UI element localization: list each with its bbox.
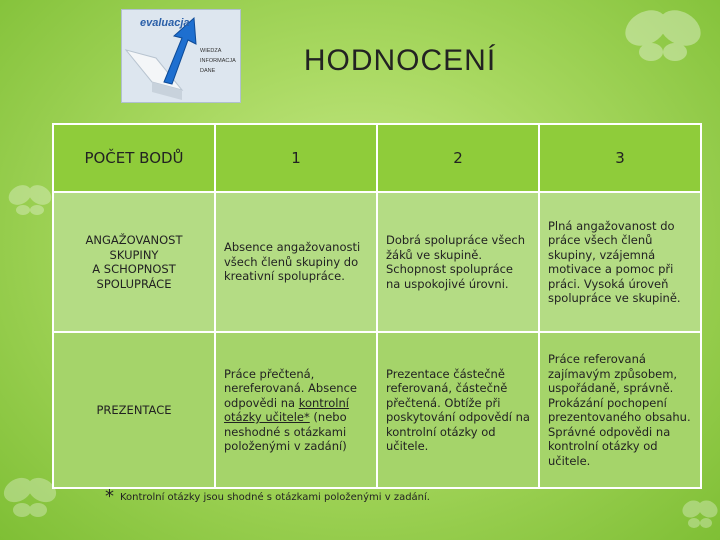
table-row: [53, 192, 701, 332]
control-questions-link: kontrolní otázky učitele*: [224, 395, 349, 424]
evaluation-logo: [121, 9, 241, 103]
butterfly-decoration-icon: [618, 0, 708, 70]
row-label-line: ANGAŽOVANOST: [85, 233, 183, 247]
table-row: [53, 332, 701, 488]
logo-word: evaluacja: [140, 17, 190, 29]
header-col-1: 1: [215, 124, 377, 192]
evaluation-table: [52, 123, 702, 489]
butterfly-decoration-icon: [0, 465, 60, 535]
butterfly-decoration-icon: [680, 495, 720, 535]
criteria-cell: Dobrá spolupráce všech žáků ve skupině. Schopnost spolupráce na uspokojivé úrovni.: [377, 192, 539, 332]
cell-text: (nebo neshodné s otázkami položenými v zadání): [224, 410, 347, 453]
row-label-line: SPOLUPRÁCE: [96, 276, 172, 291]
cell-text: Práce přečtená, nereferovaná. Absence odpovědi na: [224, 366, 357, 410]
logo-item: DANE: [200, 68, 216, 74]
footnote-text: Kontrolní otázky jsou shodné s otázkami položenými v zadání.: [120, 492, 430, 503]
row-label-cell: [53, 192, 215, 332]
row-label-line: SKUPINY: [109, 247, 159, 262]
page-title: HODNOCENÍ: [303, 44, 497, 77]
criteria-cell: [215, 332, 377, 488]
header-label-cell: POČET BODŮ: [53, 124, 215, 192]
criteria-cell: Prezentace částečně referovaná, částečně přečtená. Obtíže při poskytování odpovědí na kontrolní otázky od učitele.: [377, 332, 539, 488]
criteria-cell: Absence angažovanosti všech členů skupiny do kreativní spolupráce.: [215, 192, 377, 332]
criteria-cell: Plná angažovanost do práce všech členů skupiny, vzájemná motivace a pomoc při práci. Vysoká úroveň spolupráce ve skupině.: [539, 192, 701, 332]
header-col-2: 2: [377, 124, 539, 192]
butterfly-decoration-icon: [5, 180, 55, 220]
logo-item: INFORMACJA: [200, 58, 236, 64]
row-label-line: A SCHOPNOST: [92, 262, 176, 276]
row-label-cell: PREZENTACE: [53, 332, 215, 488]
header-col-3: 3: [539, 124, 701, 192]
table-header-row: [53, 124, 701, 192]
logo-item: WIEDZA: [200, 48, 222, 54]
footnote-mark: *: [105, 486, 114, 507]
footnote: [105, 484, 430, 505]
criteria-cell: Práce referovaná zajímavým způsobem, uspořádaně, správně. Prokázání pochopení prezentovaného obsahu. Správné odpovědi na kontrolní otázky od učitele.: [539, 332, 701, 488]
